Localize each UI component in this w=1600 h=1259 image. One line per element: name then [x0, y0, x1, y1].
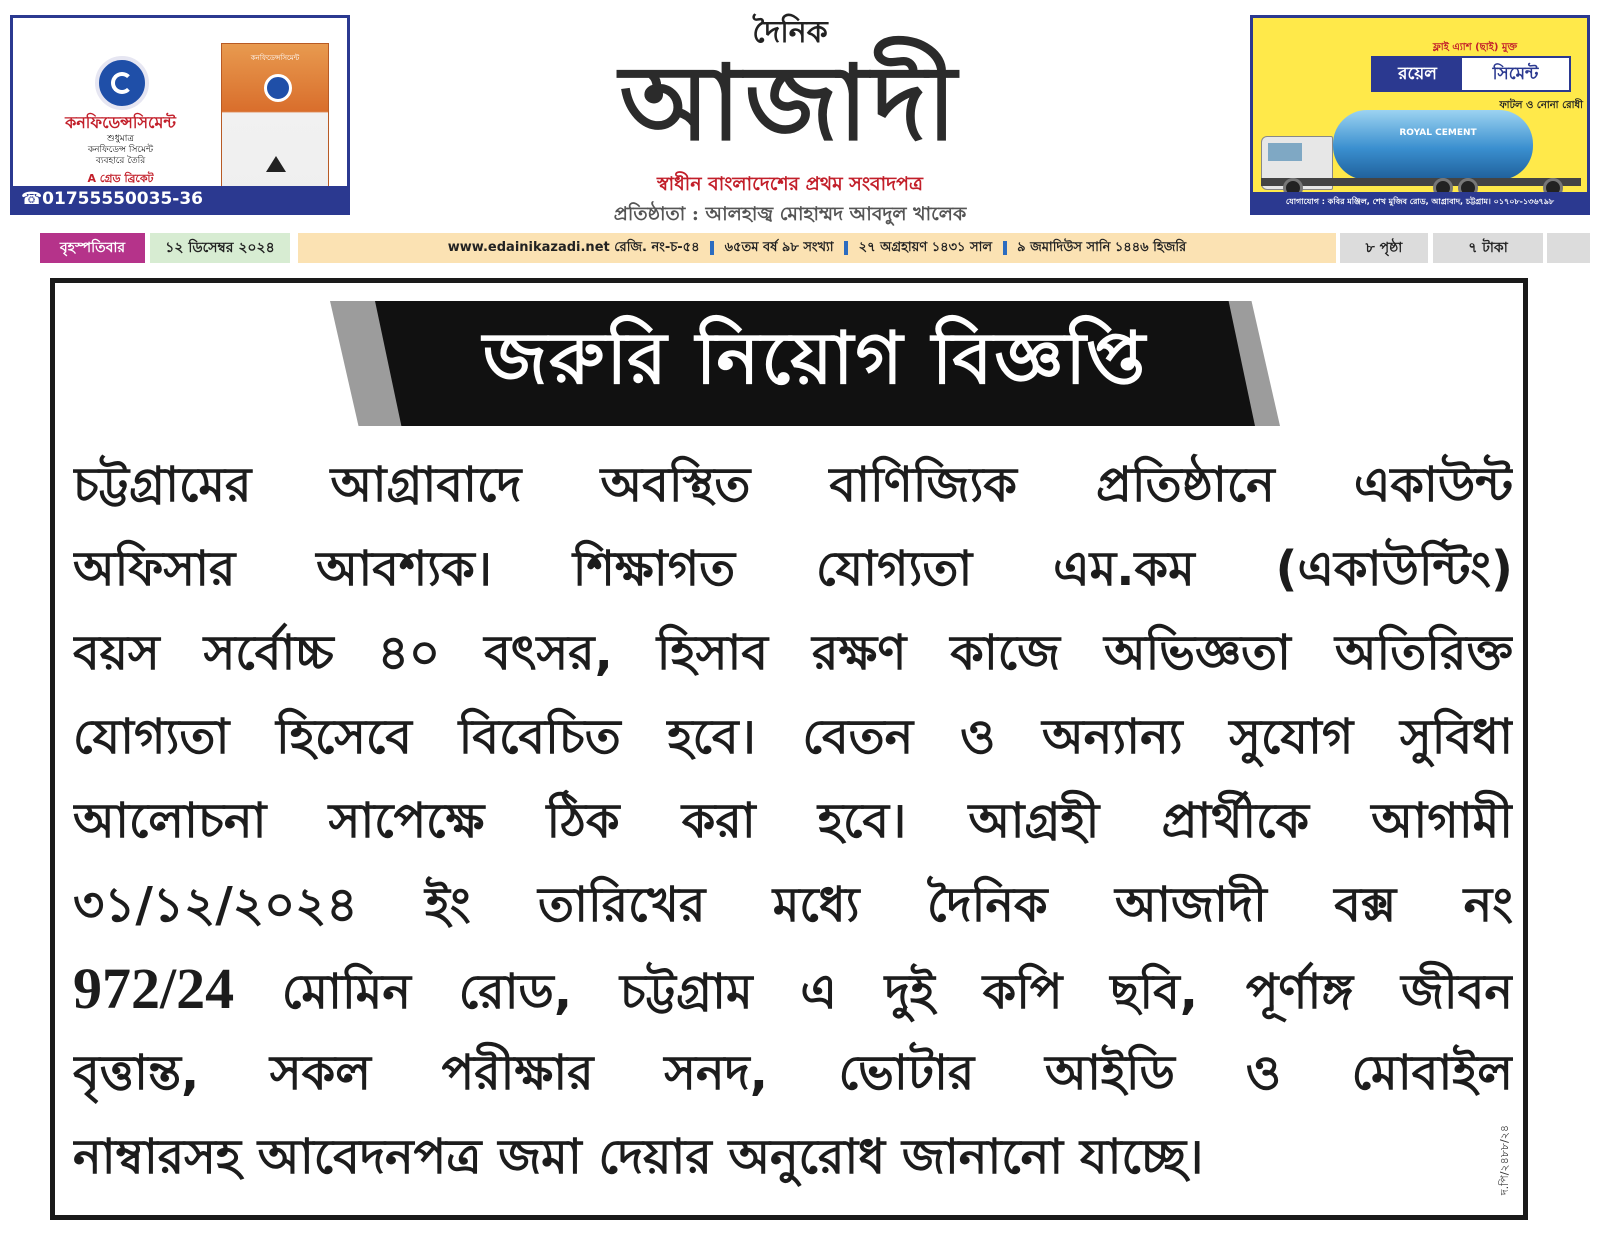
- bangla-date: ২৭ অগ্রহায়ণ ১৪৩১ সাল: [858, 240, 993, 255]
- separator: [844, 241, 848, 255]
- left-ad-line2: কনফিডেন্স সিমেন্ট: [87, 145, 154, 155]
- notice-line: বৃত্তান্ত, সকল পরীক্ষার সনদ, ভোটার আইডি ও মোবাইল: [73, 1045, 1513, 1101]
- masthead: [470, 8, 1110, 223]
- truck-chassis: [1261, 178, 1581, 186]
- right-advertisement[interactable]: [1250, 15, 1590, 215]
- right-ad-topline: ফ্লাই এ্যাশ (ছাই) মুক্ত: [1432, 42, 1518, 53]
- truck-tank-image: [1333, 110, 1533, 180]
- registration-number: রেজি. নং-চ-৫৪: [614, 240, 700, 255]
- issue-info: [298, 233, 1336, 263]
- left-ad-line1: শুধুমাত্র: [106, 134, 134, 144]
- notice-line: অফিসার আবশ্যক। শিক্ষাগত যোগ্যতা এম.কম (একাউন্টিং): [73, 541, 1513, 597]
- masthead-founder: প্রতিষ্ঠাতা : আলহাজ্ব মোহাম্মদ আবদুল খালেক: [613, 203, 967, 225]
- left-ad-subtext: [33, 134, 208, 167]
- masthead-tagline: স্বাধীন বাংলাদেশের প্রথম সংবাদপত্র: [657, 173, 923, 195]
- page-count: ৮ পৃষ্ঠা: [1340, 233, 1428, 263]
- newspaper-title: আজাদী: [619, 41, 961, 164]
- notice-line: আলোচনা সাপেক্ষে ঠিক করা হবে। আগ্রহী প্রার্থীকে আগামী: [73, 793, 1513, 849]
- triangle-icon: [266, 156, 286, 172]
- recruitment-notice: [50, 278, 1528, 1220]
- left-ad-phone: ☎01755550035-36: [13, 186, 347, 212]
- notice-heading: জরুরি নিয়োগ বিজ্ঞপ্তি: [482, 315, 1148, 400]
- separator: [710, 241, 714, 255]
- volume-issue: ৬৫তম বর্ষ ৯৮ সংখ্যা: [724, 240, 834, 255]
- date-badge: ১২ ডিসেম্বর ২০২৪: [150, 233, 290, 263]
- right-ad-brand-part1: রয়েল: [1373, 58, 1462, 90]
- price: ৭ টাকা: [1433, 233, 1543, 263]
- separator: [1003, 241, 1007, 255]
- left-ad-line3: ব্যবহারে তৈরি: [95, 156, 146, 166]
- left-ad-brand: কনফিডেন্সসিমেন্ট: [65, 113, 176, 132]
- weekday-badge: বৃহস্পতিবার: [40, 233, 145, 263]
- notice-line: বয়স সর্বোচ্চ ৪০ বৎসর, হিসাব রক্ষণ কাজে অভিজ্ঞতা অতিরিক্ত: [73, 625, 1513, 681]
- cement-logo-icon: [95, 56, 149, 110]
- box-number: 972/24: [73, 956, 235, 1021]
- bag-logo-icon: [264, 74, 292, 102]
- tank-label: ROYAL CEMENT: [1399, 128, 1477, 138]
- right-ad-brand: [1371, 56, 1571, 92]
- strip-end: [1547, 233, 1590, 263]
- hijri-date: ৯ জমাদিউস সানি ১৪৪৬ হিজরি: [1017, 240, 1187, 255]
- website-link[interactable]: www.edainikazadi.net: [447, 240, 610, 255]
- notice-line: নাম্বারসহ আবেদনপত্র জমা দেয়ার অনুরোধ জানানো যাচ্ছে।: [73, 1129, 1204, 1185]
- notice-body: [73, 443, 1513, 1199]
- notice-line: চট্টগ্রামের আগ্রাবাদে অবস্থিত বাণিজ্যিক প্রতিষ্ঠানে একাউন্ট: [73, 457, 1513, 513]
- right-ad-address: যোগাযোগ : কবির মঞ্জিল, শেখ মুজিব রোড, আগ্রাবাদ, চট্টগ্রাম। ০১৭০৮-১৩৬৭৯৮: [1253, 192, 1587, 212]
- notice-line: ৩১/১২/২০২৪ ইং তারিখের মধ্যে দৈনিক আজাদী বক্স নং: [73, 877, 1513, 933]
- right-ad-brand-part2: সিমেন্ট: [1462, 58, 1569, 90]
- left-ad-grade: A গ্রেড ব্রিকেট: [87, 172, 154, 185]
- notice-line: যোগ্যতা হিসেবে বিবেচিত হবে। বেতন ও অন্যান্য সুযোগ সুবিধা: [73, 709, 1513, 765]
- cement-bag-image: [221, 43, 329, 195]
- masthead-prefix: দৈনিক: [752, 15, 828, 50]
- notice-code: দ.পি/২৪৮৮/২৪: [1498, 1124, 1511, 1195]
- bag-label: কনফিডেন্সসিমেন্ট: [250, 54, 300, 62]
- notice-line-rest: মোমিন রোড, চট্টগ্রাম এ দুই কপি ছবি, পূর্ণাঙ্গ জীবন: [281, 964, 1513, 1020]
- right-ad-tagline: ফাটল ও নোনা রোধী: [1499, 100, 1583, 111]
- date-info-strip: [10, 233, 1590, 263]
- left-advertisement[interactable]: [10, 15, 350, 215]
- notice-line: [73, 947, 1513, 1031]
